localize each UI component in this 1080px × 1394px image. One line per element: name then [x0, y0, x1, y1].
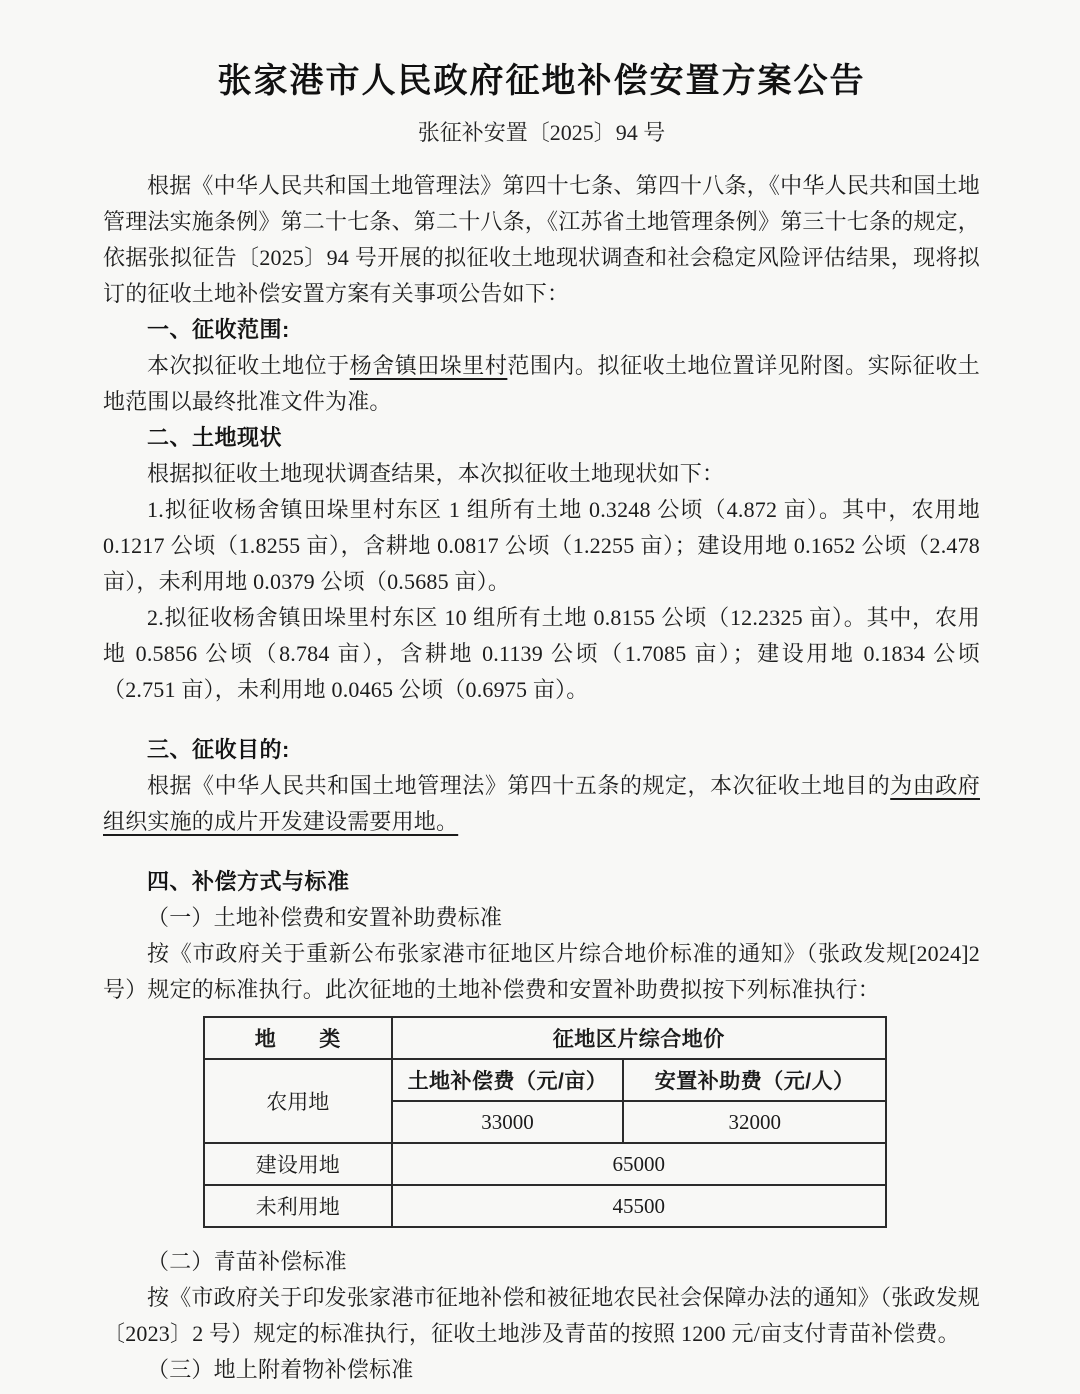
- table-row-unused: [204, 1185, 886, 1227]
- section-1-paragraph: [103, 348, 980, 420]
- section-3-paragraph: [103, 768, 980, 840]
- table-row-header: [204, 1017, 886, 1059]
- underlined-location-text: 杨舍镇田垛里村: [349, 353, 508, 378]
- table-row-construction: [204, 1143, 886, 1185]
- section-2-lead: 根据拟征收土地现状调查结果，本次拟征收土地现状如下：: [147, 461, 725, 486]
- document-number: 张征补安置〔2025〕94 号: [417, 120, 666, 145]
- section-3-heading: 三、征收目的:: [147, 737, 290, 762]
- text-segment: 范围内。拟征收土地位置详见附图。实际征收土地范围以最终批准文件为准。: [103, 353, 980, 414]
- unused-land-value-cell: 45500: [392, 1185, 886, 1227]
- table-row-agri-subheader: [204, 1059, 886, 1101]
- section-4-sub1-paragraph: 按《市政府关于重新公布张家港市征地区片综合地价标准的通知》（张政发规[2024]2 号）规定的标准执行。此次征地的土地补偿费和安置补助费拟按下列标准执行：: [103, 941, 980, 1002]
- section-4-heading: 四、补偿方式与标准: [147, 869, 350, 894]
- resettlement-subsidy-value-cell: 32000: [623, 1101, 886, 1143]
- section-2-item-1: 1.拟征收杨舍镇田垛里村东区 1 组所有土地 0.3248 公顷（4.872 亩）。其中，农用地 0.1217 公顷（1.8255 亩），含耕地 0.0817 公顷（1.2255 亩）；建设用地 0.1652 公顷（2.478 亩），未利用地 0.0379 公顷（0.5685 亩）。: [103, 497, 980, 594]
- intro-paragraph: 根据《中华人民共和国土地管理法》第四十七条、第四十八条，《中华人民共和国土地管理法实施条例》第二十七条、第二十八条，《江苏省土地管理条例》第三十七条的规定，依据张拟征告〔2025〕94 号开展的拟征收土地现状调查和社会稳定风险评估结果，现将拟订的征收土地补偿安置方案有关事项公告如下：: [103, 173, 981, 306]
- land-category-header-cell: 地 类: [204, 1017, 392, 1059]
- section-4-sub1-heading: （一）土地补偿费和安置补助费标准: [147, 905, 503, 930]
- agri-land-label-cell: 农用地: [204, 1059, 392, 1143]
- underlined-purpose-text: 为由政府组织实施的成片开发建设需要用地。: [103, 773, 980, 834]
- land-compensation-subheader-cell: 土地补偿费（元/亩）: [392, 1059, 624, 1101]
- comprehensive-price-header-cell: 征地区片综合地价: [392, 1017, 886, 1059]
- construction-land-value-cell: 65000: [392, 1143, 886, 1185]
- section-2-item-2: 2.拟征收杨舍镇田垛里村东区 10 组所有土地 0.8155 公顷（12.2325 亩）。其中，农用地 0.5856 公顷（8.784 亩），含耕地 0.1139 公顷（1.7085 亩）；建设用地 0.1834 公顷（2.751 亩），未利用地 0.0465 公顷（0.6975 亩）。: [103, 605, 980, 702]
- text-segment: 根据《中华人民共和国土地管理法》第四十五条的规定，本次征收土地目的: [147, 773, 891, 798]
- resettlement-subsidy-subheader-cell: 安置补助费（元/人）: [623, 1059, 886, 1101]
- section-1-heading: 一、征收范围:: [147, 317, 290, 342]
- section-4-sub2-paragraph: 按《市政府关于印发张家港市征地补偿和被征地农民社会保障办法的通知》（张政发规〔2023〕2 号）规定的标准执行，征收土地涉及青苗的按照 1200 元/亩支付青苗补偿费。: [103, 1285, 980, 1346]
- section-4-sub3-heading: （三）地上附着物补偿标准: [147, 1357, 414, 1382]
- section-2-heading: 二、土地现状: [147, 425, 283, 450]
- text-segment: 本次拟征收土地位于: [147, 353, 350, 378]
- compensation-table: [203, 1016, 887, 1228]
- section-4-sub2-heading: （二）青苗补偿标准: [147, 1249, 347, 1274]
- land-compensation-value-cell: 33000: [392, 1101, 624, 1143]
- construction-land-label-cell: 建设用地: [204, 1143, 392, 1185]
- page-title: 张家港市人民政府征地补偿安置方案公告: [217, 63, 866, 100]
- unused-land-label-cell: 未利用地: [204, 1185, 392, 1227]
